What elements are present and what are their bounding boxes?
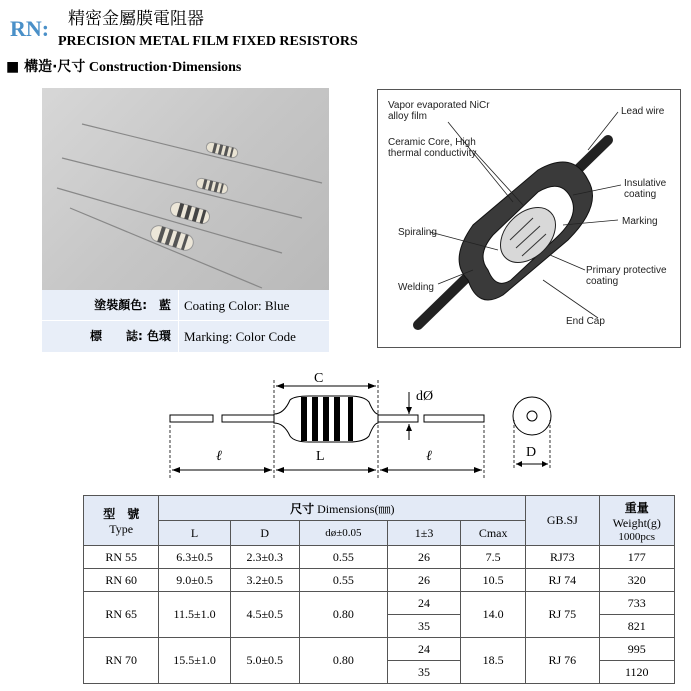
header-weight-en: Weight(g) xyxy=(612,515,661,530)
cell-lead-dia: 0.55 xyxy=(299,546,387,569)
resistor-cutaway-illustration xyxy=(418,140,608,325)
marking-row xyxy=(42,321,329,352)
cell-lead-len: 24 xyxy=(387,638,460,661)
cell-weight: 320 xyxy=(599,569,675,592)
label-marking: Marking xyxy=(622,216,658,227)
label-welding: Welding xyxy=(398,282,434,293)
dim-label-lead-right: ℓ xyxy=(426,449,432,464)
dim-label-diameter: D xyxy=(526,445,537,460)
table-row xyxy=(84,546,675,569)
label-lead-wire: Lead wire xyxy=(621,106,665,117)
header-weight-unit: 1000pcs xyxy=(618,530,656,543)
header-dimensions xyxy=(159,496,526,521)
header-lead-dia: dø±0.05 xyxy=(299,521,387,546)
specification-table xyxy=(83,495,675,684)
cell-weight: 995 xyxy=(599,638,675,661)
header-dims-en: Dimensions(㎜) xyxy=(317,501,395,516)
cell-l: 9.0±0.5 xyxy=(159,569,230,592)
label-ceramic-core: Ceramic Core, High thermal conductivity xyxy=(388,137,477,159)
cell-gbsj: RJ 75 xyxy=(526,592,599,638)
series-code: RN: xyxy=(10,16,50,41)
cell-d: 5.0±0.5 xyxy=(230,638,299,684)
construction-diagram xyxy=(377,89,681,348)
dim-label-l-body: L xyxy=(316,449,325,464)
header-l: L xyxy=(159,521,230,546)
cell-type: RN 65 xyxy=(84,592,159,638)
header-weight xyxy=(599,496,675,546)
cell-lead-len: 35 xyxy=(387,661,460,684)
header-type-en: Type xyxy=(109,521,134,536)
coating-color-label-zh: 塗裝顏色: 藍 xyxy=(94,298,171,312)
cell-gbsj: RJ 74 xyxy=(526,569,599,592)
cell-lead-len: 26 xyxy=(387,569,460,592)
table-row xyxy=(84,569,675,592)
header-lead-len: 1±3 xyxy=(387,521,460,546)
cell-l: 11.5±1.0 xyxy=(159,592,230,638)
marking-label-zh: 標 誌: 色環 xyxy=(90,329,171,343)
cell-weight: 1120 xyxy=(599,661,675,684)
cell-lead-len: 26 xyxy=(387,546,460,569)
dim-label-c: C xyxy=(314,371,324,386)
section-heading-en: Construction·Dimensions xyxy=(88,60,242,75)
cell-d: 3.2±0.5 xyxy=(230,569,299,592)
cell-cmax: 7.5 xyxy=(461,546,526,569)
coating-color-label-en: Coating Color: Blue xyxy=(178,290,329,320)
dim-label-d-lead: dØ xyxy=(416,389,434,404)
header-weight-zh: 重量 xyxy=(624,500,649,515)
header-gbsj: GB.SJ xyxy=(526,496,599,546)
cell-l: 15.5±1.0 xyxy=(159,638,230,684)
section-heading xyxy=(6,56,241,76)
table-row xyxy=(84,638,675,661)
header-cmax: Cmax xyxy=(461,521,526,546)
cell-d: 2.3±0.3 xyxy=(230,546,299,569)
label-vapor-film: Vapor evaporated NiCr alloy film xyxy=(388,100,490,122)
title-chinese: 精密金屬膜電阻器 xyxy=(68,9,204,29)
cell-type: RN 55 xyxy=(84,546,159,569)
cell-gbsj: RJ73 xyxy=(526,546,599,569)
header-type-zh: 型 號 xyxy=(103,506,140,521)
cell-gbsj: RJ 76 xyxy=(526,638,599,684)
section-heading-zh: ■ 構造·尺寸 xyxy=(6,59,86,75)
cell-l: 6.3±0.5 xyxy=(159,546,230,569)
label-end-cap: End Cap xyxy=(566,316,605,327)
title-english: PRECISION METAL FILM FIXED RESISTORS xyxy=(58,34,358,49)
cell-type: RN 60 xyxy=(84,569,159,592)
cell-cmax: 14.0 xyxy=(461,592,526,638)
cell-lead-dia: 0.80 xyxy=(299,592,387,638)
table-row xyxy=(84,592,675,615)
label-primary-coating: Primary protective coating xyxy=(586,265,667,287)
cell-weight: 821 xyxy=(599,615,675,638)
coating-color-row xyxy=(42,290,329,321)
cell-weight: 177 xyxy=(599,546,675,569)
label-insulative-coating: Insulative coating xyxy=(624,178,667,200)
cell-lead-dia: 0.80 xyxy=(299,638,387,684)
header-type xyxy=(84,496,159,546)
resistor-photo xyxy=(42,88,329,290)
cell-lead-len: 35 xyxy=(387,615,460,638)
cell-lead-dia: 0.55 xyxy=(299,569,387,592)
table-header-row xyxy=(84,496,675,521)
cell-type: RN 70 xyxy=(84,638,159,684)
dim-label-lead-left: ℓ xyxy=(216,449,222,464)
cell-weight: 733 xyxy=(599,592,675,615)
header-dims-zh: 尺寸 xyxy=(290,501,315,516)
cell-cmax: 10.5 xyxy=(461,569,526,592)
cell-lead-len: 24 xyxy=(387,592,460,615)
marking-label-en: Marking: Color Code xyxy=(178,321,329,352)
label-spiraling: Spiraling xyxy=(398,227,437,238)
dimension-drawing xyxy=(164,370,564,480)
cell-cmax: 18.5 xyxy=(461,638,526,684)
header-d: D xyxy=(230,521,299,546)
cell-d: 4.5±0.5 xyxy=(230,592,299,638)
